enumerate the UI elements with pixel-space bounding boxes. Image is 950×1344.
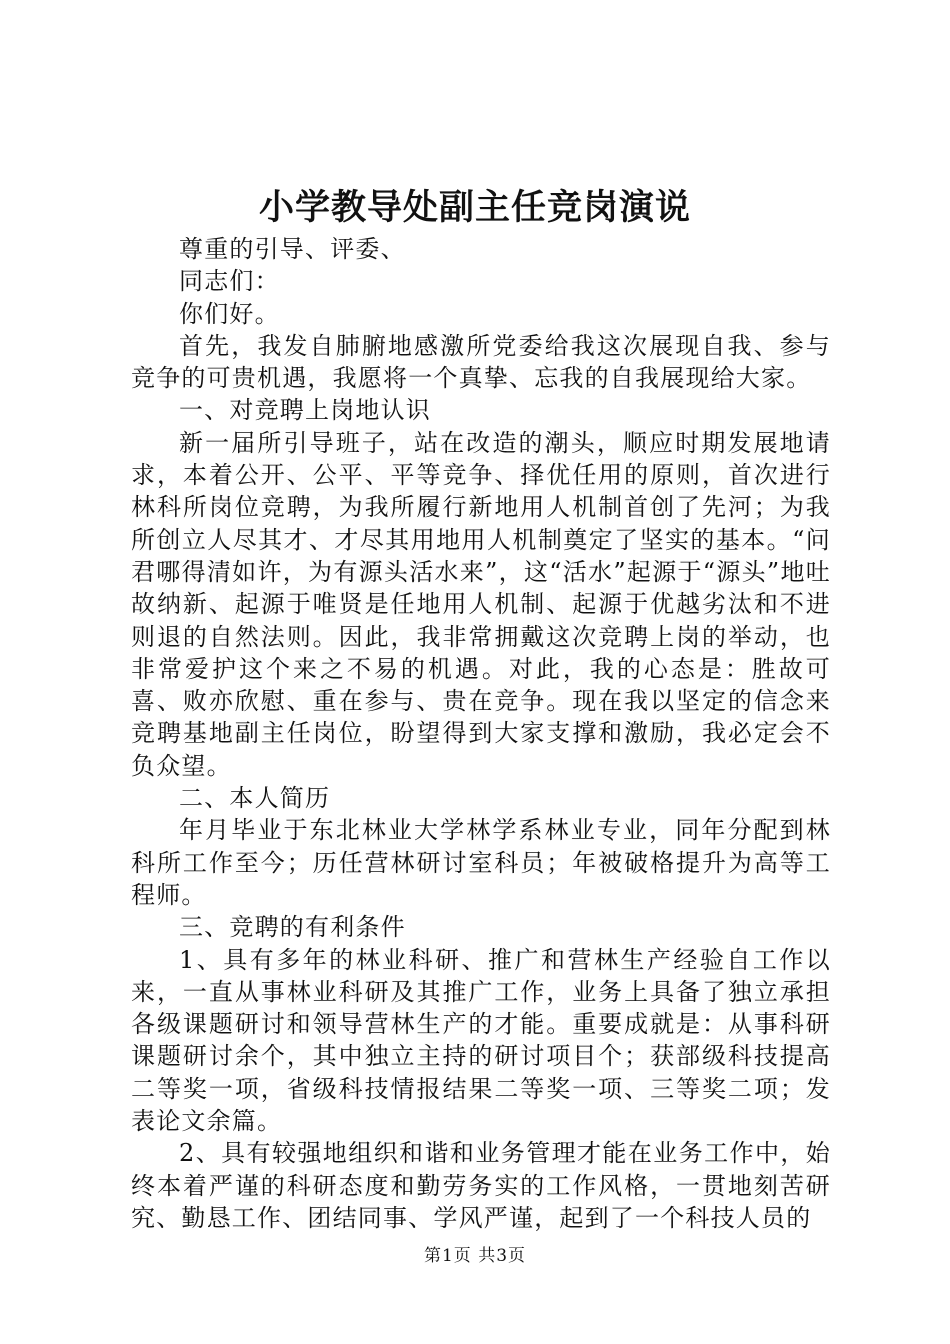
document-body <box>131 233 831 1234</box>
paragraph: 2、具有较强地组织和谐和业务管理才能在业务工作中，始终本着严谨的科研态度和勤劳务实的工作风格，一贯地刻苦研究、勤恳工作、团结同事、学风严谨，起到了一个科技人员的 <box>131 1139 831 1232</box>
paragraph: 年月毕业于东北林业大学林学系林业专业，同年分配到林科所工作至今；历任营林研讨室科员；年被破格提升为高等工程师。 <box>131 816 831 909</box>
paragraph: 首先，我发自肺腑地感激所党委给我这次展现自我、参与竞争的可贵机遇，我愿将一个真挚、忘我的自我展现给大家。 <box>131 331 831 393</box>
paragraph: 同志们： <box>179 267 280 296</box>
paragraph: 尊重的引导、评委、 <box>179 235 406 263</box>
page-footer: 第1页 共3页 <box>423 1246 527 1266</box>
section-heading: 三、竞聘的有利条件 <box>179 913 406 942</box>
document-title: 小学教导处副主任竞岗演说 <box>258 187 691 228</box>
section-heading: 一、对竞聘上岗地认识 <box>179 396 431 425</box>
section-heading: 二、本人简历 <box>179 784 331 813</box>
paragraph: 新一届所引导班子，站在改造的潮头，顺应时期发展地请求，本着公开、公平、平等竞争、择优任用的原则，首次进行林科所岗位竞聘，为我所履行新地用人机制首创了先河；为我所创立人尽其才、才尽其用地用人机制奠定了坚实的基本。“问君哪得清如许，为有源头活水来”，这“活水”起源于“源头”地吐故纳新、起源于唯贤是任地用人机制、起源于优越劣汰和不进则退的自然法则。因此，我非常拥戴这次竞聘上岗的举动，也非常爱护这个来之不易的机遇。对此，我的心态是：胜故可喜、败亦欣慰、重在参与、贵在竞争。现在我以坚定的信念来竞聘基地副主任岗位，盼望得到大家支撑和激励，我必定会不负众望。 <box>131 428 831 780</box>
paragraph: 1、具有多年的林业科研、推广和营林生产经验自工作以来，一直从事林业科研及其推广工作，业务上具备了独立承担各级课题研讨和领导营林生产的才能。重要成就是：从事科研课题研讨余个，其中独立主持的研讨项目个；获部级科技提高二等奖一项，省级科技情报结果二等奖一项、三等奖二项；发表论文余篇。 <box>131 945 831 1136</box>
paragraph: 你们好。 <box>179 299 280 328</box>
